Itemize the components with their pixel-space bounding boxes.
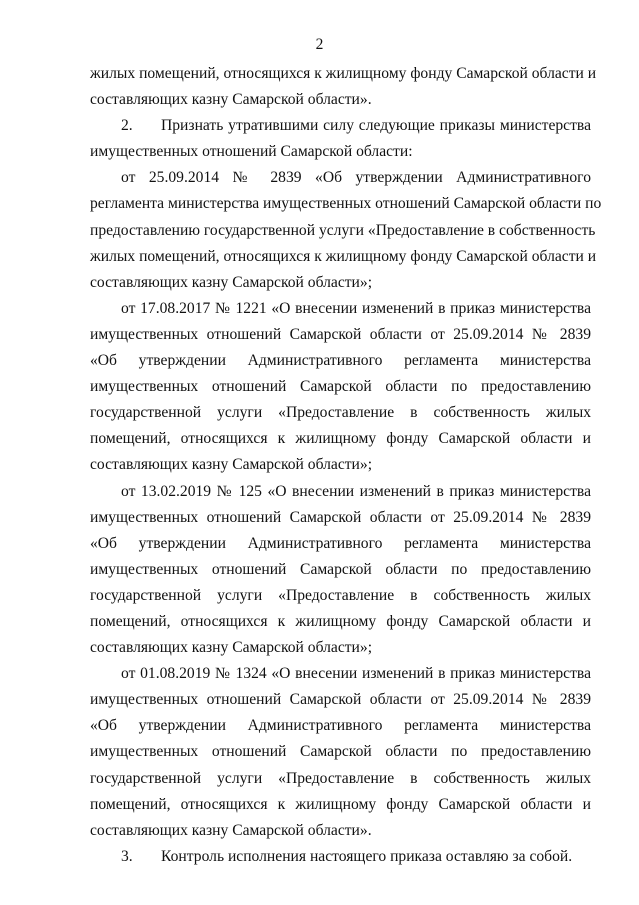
- numbered-line: [90, 844, 591, 870]
- text-line: помещений, относящихся к жилищному фонду Самарской области и: [90, 795, 591, 813]
- paragraph-order-2014: [90, 165, 602, 295]
- text-line: имущественных отношений Самарской области по предоставлению: [90, 560, 591, 578]
- paragraph-item-2: [90, 113, 591, 165]
- text-line: регламента министерства имущественных отношений Самарской области по: [90, 195, 602, 213]
- text-line: помещений, относящихся к жилищному фонду Самарской области и: [90, 430, 591, 448]
- text-line: предоставлению государственной услуги «Предоставление в собственность: [90, 221, 596, 239]
- text-line: имущественных отношений Самарской области:: [90, 143, 413, 161]
- paragraph-order-2019-125: [90, 479, 591, 662]
- text-line: имущественных отношений Самарской области от 25.09.2014 № 2839: [90, 691, 591, 709]
- text-line: составляющих казну Самарской области».: [90, 91, 372, 109]
- numbered-line: [90, 113, 591, 139]
- text-line: помещений, относящихся к жилищному фонду Самарской области и: [90, 612, 591, 630]
- page-number: 2: [315, 36, 324, 53]
- text-line: от 13.02.2019 № 125 «О внесении изменений в приказ министерства: [121, 482, 591, 500]
- text-line: составляющих казну Самарской области»;: [90, 456, 373, 474]
- text-line: имущественных отношений Самарской области от 25.09.2014 № 2839: [90, 508, 591, 526]
- text-line: «Об утверждении Административного регламента министерства: [90, 352, 591, 370]
- paragraph-item-3: [90, 844, 591, 870]
- text-line: от 01.08.2019 № 1324 «О внесении изменений в приказ министерства: [121, 665, 591, 683]
- text-line: составляющих казну Самарской области».: [90, 821, 372, 839]
- text-line: Признать утратившими силу следующие приказы министерства: [161, 117, 591, 135]
- paragraph-order-2019-1324: [90, 661, 591, 844]
- text-line: составляющих казну Самарской области»;: [90, 273, 373, 291]
- text-line: от 17.08.2017 № 1221 «О внесении изменений в приказ министерства: [121, 299, 591, 317]
- text-line: «Об утверждении Административного регламента министерства: [90, 717, 591, 735]
- text-line: жилых помещений, относящихся к жилищному фонду Самарской области и: [90, 65, 597, 82]
- text-line: жилых помещений, относящихся к жилищному фонду Самарской области и: [90, 247, 597, 265]
- item-number: 2.: [121, 117, 133, 135]
- paragraph-order-2017: [90, 296, 591, 479]
- text-line: государственной услуги «Предоставление в собственность жилых: [90, 404, 591, 422]
- text-line: государственной услуги «Предоставление в собственность жилых: [90, 769, 591, 787]
- paragraph-continuation: [90, 61, 597, 113]
- text-line: имущественных отношений Самарской области по предоставлению: [90, 743, 591, 761]
- text-line: Контроль исполнения настоящего приказа оставляю за собой.: [161, 847, 573, 865]
- text-line: составляющих казну Самарской области»;: [90, 639, 373, 657]
- document-body: [90, 61, 602, 870]
- item-number: 3.: [121, 847, 133, 865]
- text-line: «Об утверждении Административного регламента министерства: [90, 534, 591, 552]
- text-line: от 25.09.2014 № 2839 «Об утверждении Административного: [121, 169, 591, 187]
- text-line: имущественных отношений Самарской области по предоставлению: [90, 378, 591, 396]
- text-line: государственной услуги «Предоставление в собственность жилых: [90, 586, 591, 604]
- text-line: имущественных отношений Самарской области от 25.09.2014 № 2839: [90, 325, 591, 343]
